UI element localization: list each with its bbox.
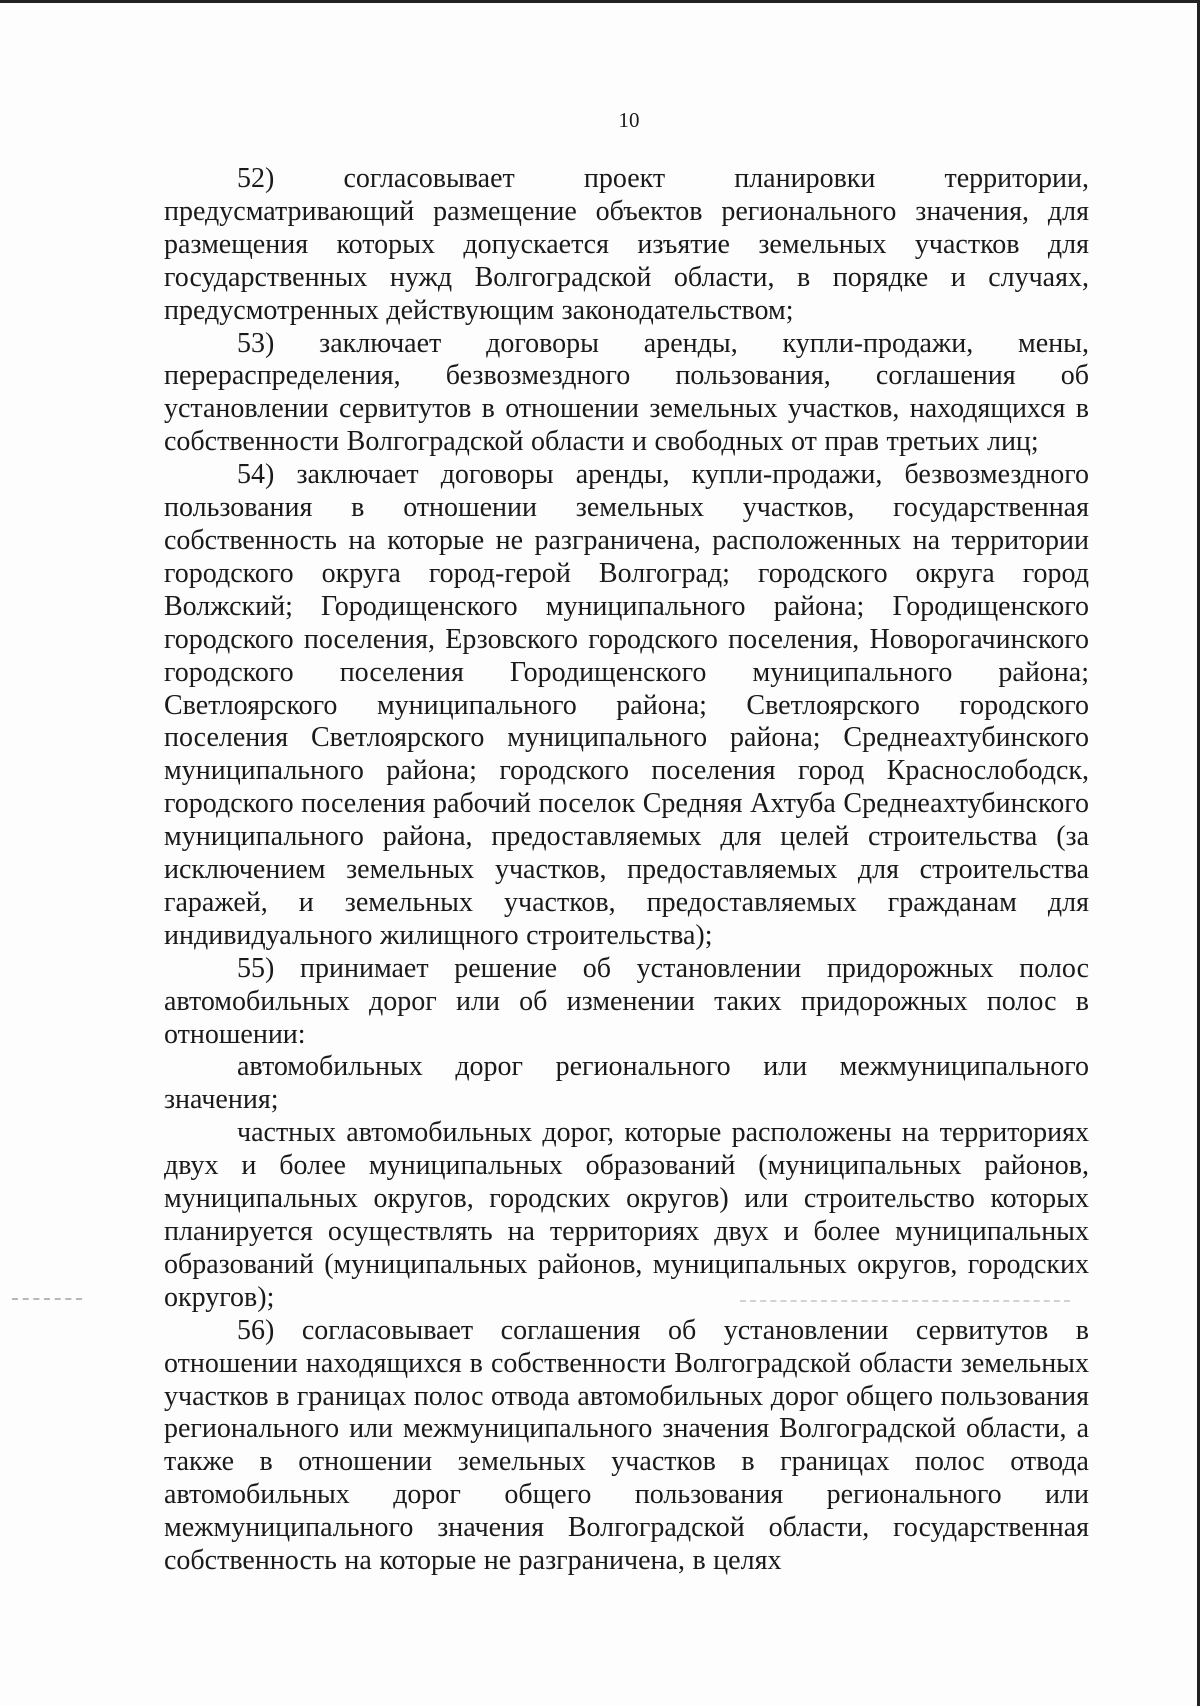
scan-artifact-left (12, 1298, 82, 1302)
paragraph-52: 52) согласовывает проект планировки территории, предусматривающий размещение объектов регионального значения, для размещения которых допускается изъятие земельных участков для государственных нужд Волгоградской области, в порядке и случаях, предусмотренных действующим законодательством; (164, 163, 1089, 326)
paragraph-53: 53) заключает договоры аренды, купли-продажи, мены, перераспределения, безвозмездного пользования, соглашения об установлении сервитутов в отношении земельных участков, находящихся в собственности Волгоградской области и свободных от прав третьих лиц; (164, 327, 1089, 458)
paragraph-55-regional-roads: автомобильных дорог регионального или межмуниципального значения; (164, 1051, 1089, 1116)
document-body (164, 163, 1089, 1578)
paragraph-56: 56) согласовывает соглашения об установлении сервитутов в отношении находящихся в собственности Волгоградской области земельных участков в границах полос отвода автомобильных дорог общего пользования регионального или межмуниципального значения Волгоградской области, а также в отношении земельных участков в границах полос отвода автомобильных дорог общего пользования регионального или межмуниципального значения Волгоградской области, государственная собственность на которые не разграничена, в целях (164, 1314, 1089, 1577)
page-number: 10 (618, 108, 640, 132)
scan-artifact-trail (740, 1300, 1070, 1304)
paragraph-54: 54) заключает договоры аренды, купли-продажи, безвозмездного пользования в отношении земельных участков, государственная собственность на которые не разграничена, расположенных на территории городского округа город-герой Волгоград; городского округа город Волжский; Городищенского муниципального района; Городищенского городского поселения, Ерзовского городского поселения, Новорогачинского городского поселения Городищенского муниципального района; Светлоярского муниципального района; Светлоярского городского поселения Светлоярского муниципального района; Среднеахтубинского муниципального района; городского поселения город Краснослободск, городского поселения рабочий поселок Средняя Ахтуба Среднеахтубинского муниципального района, предоставляемых для целей строительства (за исключением земельных участков, предоставляемых для строительства гаражей, и земельных участков, предоставляемых гражданам для индивидуального жилищного строительства); (164, 459, 1089, 951)
scan-edge-top (0, 0, 1200, 3)
paragraph-55: 55) принимает решение об установлении придорожных полос автомобильных дорог или об изменении таких придорожных полос в отношении: (164, 952, 1089, 1050)
paragraph-55-private-roads: частных автомобильных дорог, которые расположены на территориях двух и более муниципальных образований (муниципальных районов, муниципальных округов, городских округов) или строительство которых планируется осуществлять на территориях двух и более муниципальных образований (муниципальных районов, муниципальных округов, городских округов); (164, 1117, 1089, 1313)
